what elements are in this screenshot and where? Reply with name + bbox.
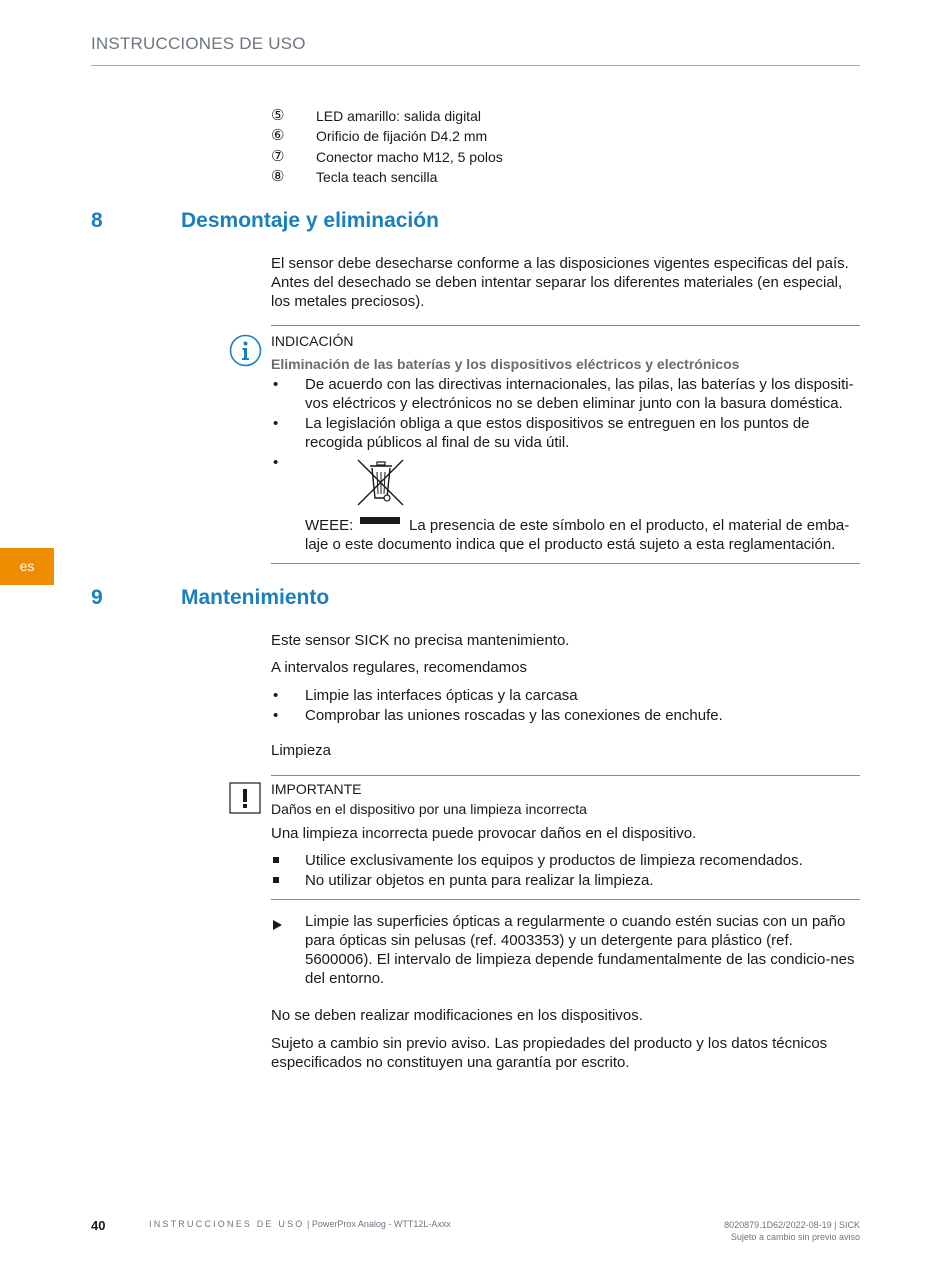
footer-notice: Sujeto a cambio sin previo aviso: [730, 1232, 860, 1242]
bullet-text: De acuerdo con las directivas internacionales, las pilas, las baterías y los dispositi-vos eléctricos y electrónicos no se deben eliminar junto con la basura doméstica.: [305, 376, 854, 412]
item-number: ⑤: [271, 107, 285, 124]
item-text: Conector macho M12, 5 polos: [316, 149, 503, 165]
paragraph: Este sensor SICK no precisa mantenimiento.: [271, 632, 570, 649]
warning-exclamation-icon: [229, 782, 261, 814]
bullet-marker: •: [273, 376, 279, 393]
square-bullet-marker: [273, 871, 287, 890]
footer-product: | PowerProx Analog - WTT12L-Axxx: [307, 1219, 451, 1229]
header-divider: [91, 65, 860, 66]
footer-doc-type: INSTRUCCIONES DE USO: [149, 1219, 305, 1229]
note-bottom-rule: [271, 563, 860, 564]
bullet-marker: •: [273, 687, 279, 704]
bullet-text: La legislación obliga a que estos dispositivos se entreguen en los puntos de recogida públicos al final de su vida útil.: [305, 415, 810, 451]
section-title: Desmontaje y eliminación: [181, 209, 439, 232]
bullet-marker: •: [273, 707, 279, 724]
page-number: 40: [91, 1218, 106, 1233]
bullet-text: Comprobar las uniones roscadas y las conexiones de enchufe.: [305, 707, 723, 724]
item-text: LED amarillo: salida digital: [316, 108, 481, 124]
running-header: INSTRUCCIONES DE USO: [91, 34, 306, 53]
important-subtitle: Daños en el dispositivo por una limpieza incorrecta: [271, 801, 587, 817]
important-text: Una limpieza incorrecta puede provocar daños en el dispositivo.: [271, 825, 697, 842]
language-tab: es: [0, 548, 54, 585]
weee-label: WEEE:: [305, 517, 354, 534]
paragraph: No se deben realizar modificaciones en los dispositivos.: [271, 1007, 643, 1024]
bullet-text: No utilizar objetos en punta para realizar la limpieza.: [305, 872, 654, 889]
section-intro: El sensor debe desecharse conforme a las disposiciones vigentes especificas del país. Antes del desechado se deben intentar separar los diferentes materiales (en especial, los metales preciosos).: [271, 255, 849, 310]
item-number: ⑦: [271, 148, 285, 165]
subheading-cleaning: Limpieza: [271, 742, 332, 759]
footer-doc-code: 8020879.1D62/2022-08-19 | SICK: [724, 1220, 860, 1230]
info-icon: [229, 334, 262, 367]
item-number: ⑧: [271, 168, 285, 185]
footer-document-title: [149, 1219, 451, 1229]
section-title: Mantenimiento: [181, 586, 330, 609]
section-number: 8: [91, 209, 103, 232]
bullet-marker: •: [273, 415, 279, 432]
arrow-step-icon: [273, 916, 287, 935]
note-label: INDICACIÓN: [271, 333, 354, 349]
paragraph: Sujeto a cambio sin previo aviso. Las propiedades del producto y los datos técnicos especificados no constituyen una garantía por escrito.: [271, 1035, 828, 1071]
step-text: Limpie las superficies ópticas a regularmente o cuando estén sucias con un paño para ópticas sin pelusas (ref. 4003353) y un detergente para plástico (ref. 5600006). El intervalo de limpieza depende fundamentalmente de las condicio-nes del entorno.: [305, 913, 855, 987]
important-bottom-rule: [271, 899, 860, 900]
bullet-text: Utilice exclusivamente los equipos y productos de limpieza recomendados.: [305, 852, 803, 869]
important-label: IMPORTANTE: [271, 781, 362, 797]
weee-text: La presencia de este símbolo en el producto, el material de emba-laje o este documento indica que el producto está sujeto a esta reglamentación.: [305, 517, 850, 553]
bullet-text: Limpie las interfaces ópticas y la carcasa: [305, 687, 578, 704]
footer-right: [724, 1219, 860, 1243]
item-text: Tecla teach sencilla: [316, 169, 438, 185]
important-top-rule: [271, 775, 860, 776]
paragraph: A intervalos regulares, recomendamos: [271, 659, 527, 676]
item-number: ⑥: [271, 127, 285, 144]
note-top-rule: [271, 325, 860, 326]
section-number: 9: [91, 586, 103, 609]
square-bullet-marker: [273, 851, 287, 870]
note-subtitle: Eliminación de las baterías y los dispositivos eléctricos y electrónicos: [271, 356, 740, 372]
item-text: Orificio de fijación D4.2 mm: [316, 128, 488, 144]
bullet-marker: •: [273, 454, 279, 471]
